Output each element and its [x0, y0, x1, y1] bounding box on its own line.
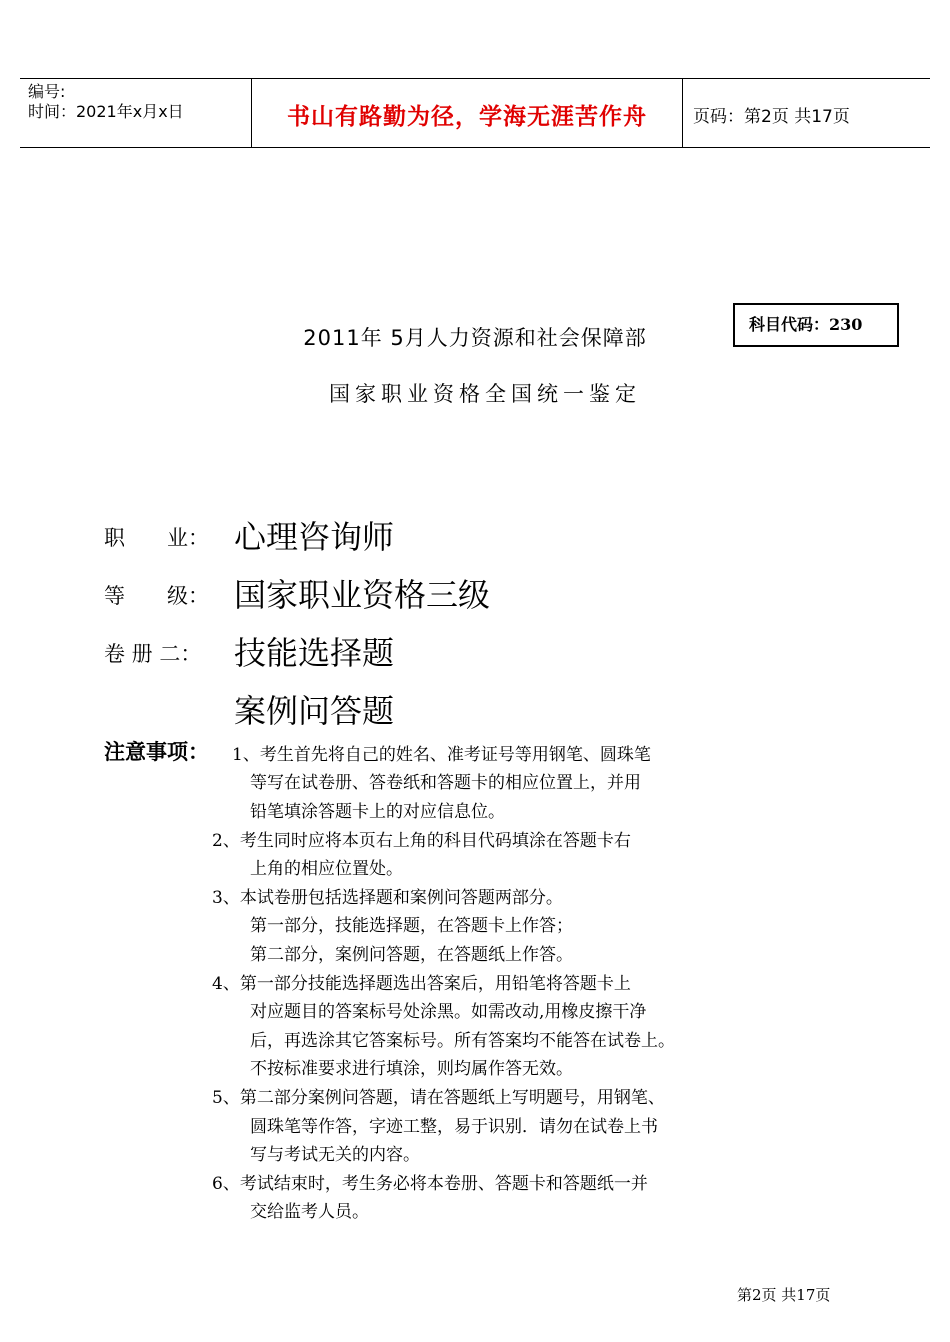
page-header [20, 78, 930, 148]
field-label: 卷 册 二： [104, 642, 202, 666]
time-label: 时间：2021年x月x日 [28, 102, 184, 121]
number-label: 编号: [28, 82, 66, 101]
note-line: 4、第一部分技能选择题选出答案后，用铅笔将答题卡上 [212, 974, 631, 994]
note-line: 5、第二部分案例问答题，请在答题纸上写明题号，用钢笔、 [212, 1088, 665, 1108]
note-line: 3、本试卷册包括选择题和案例问答题两部分。 [212, 888, 563, 908]
header-page-info: 页码：第2页 共17页 [693, 107, 850, 127]
field-label: 职 业： [104, 526, 209, 550]
note-line: 写与考试无关的内容。 [250, 1145, 420, 1165]
note-line: 2、考生同时应将本页右上角的科目代码填涂在答题卡右 [212, 831, 631, 851]
field-value: 技能选择题 [234, 634, 395, 672]
note-line: 后，再选涂其它答案标号。所有答案均不能答在试卷上。 [250, 1031, 675, 1051]
subject-code-box: 科目代码：230 [733, 303, 899, 347]
note-line: 圆珠笔等作答，字迹工整，易于识别．请勿在试卷上书 [250, 1117, 658, 1137]
field-label: 等 级： [104, 584, 209, 608]
note-line: 6、考试结束时，考生务必将本卷册、答题卡和答题纸一并 [212, 1174, 648, 1194]
header-divider-right [682, 78, 683, 148]
note-line: 交给监考人员。 [250, 1202, 369, 1222]
header-bottom-rule [20, 147, 930, 148]
field-value: 国家职业资格三级 [234, 576, 491, 614]
header-meta [28, 82, 184, 122]
note-line: 对应题目的答案标号处涂黑。如需改动,用橡皮擦干净 [250, 1002, 647, 1022]
field-value: 案例问答题 [234, 692, 395, 730]
field-value: 心理咨询师 [234, 518, 395, 556]
exam-title-line1: 2011年 5月人力资源和社会保障部 [303, 326, 647, 350]
exam-title-line2: 国家职业资格全国统一鉴定 [329, 382, 641, 406]
note-line: 1、考生首先将自己的姓名、准考证号等用钢笔、圆珠笔 [232, 745, 651, 765]
note-line: 不按标准要求进行填涂，则均属作答无效。 [250, 1059, 573, 1079]
notes-heading: 注意事项： [104, 740, 209, 764]
note-line: 上角的相应位置处。 [250, 859, 403, 879]
header-top-rule [20, 78, 930, 79]
page-footer: 第2页 共17页 [737, 1286, 831, 1304]
header-motto: 书山有路勤为径，学海无涯苦作舟 [287, 104, 647, 130]
note-line: 等写在试卷册、答卷纸和答题卡的相应位置上，并用 [250, 773, 641, 793]
note-line: 铅笔填涂答题卡上的对应信息位。 [250, 802, 505, 822]
note-line: 第一部分，技能选择题，在答题卡上作答； [250, 916, 573, 936]
note-line: 第二部分，案例问答题，在答题纸上作答。 [250, 945, 573, 965]
